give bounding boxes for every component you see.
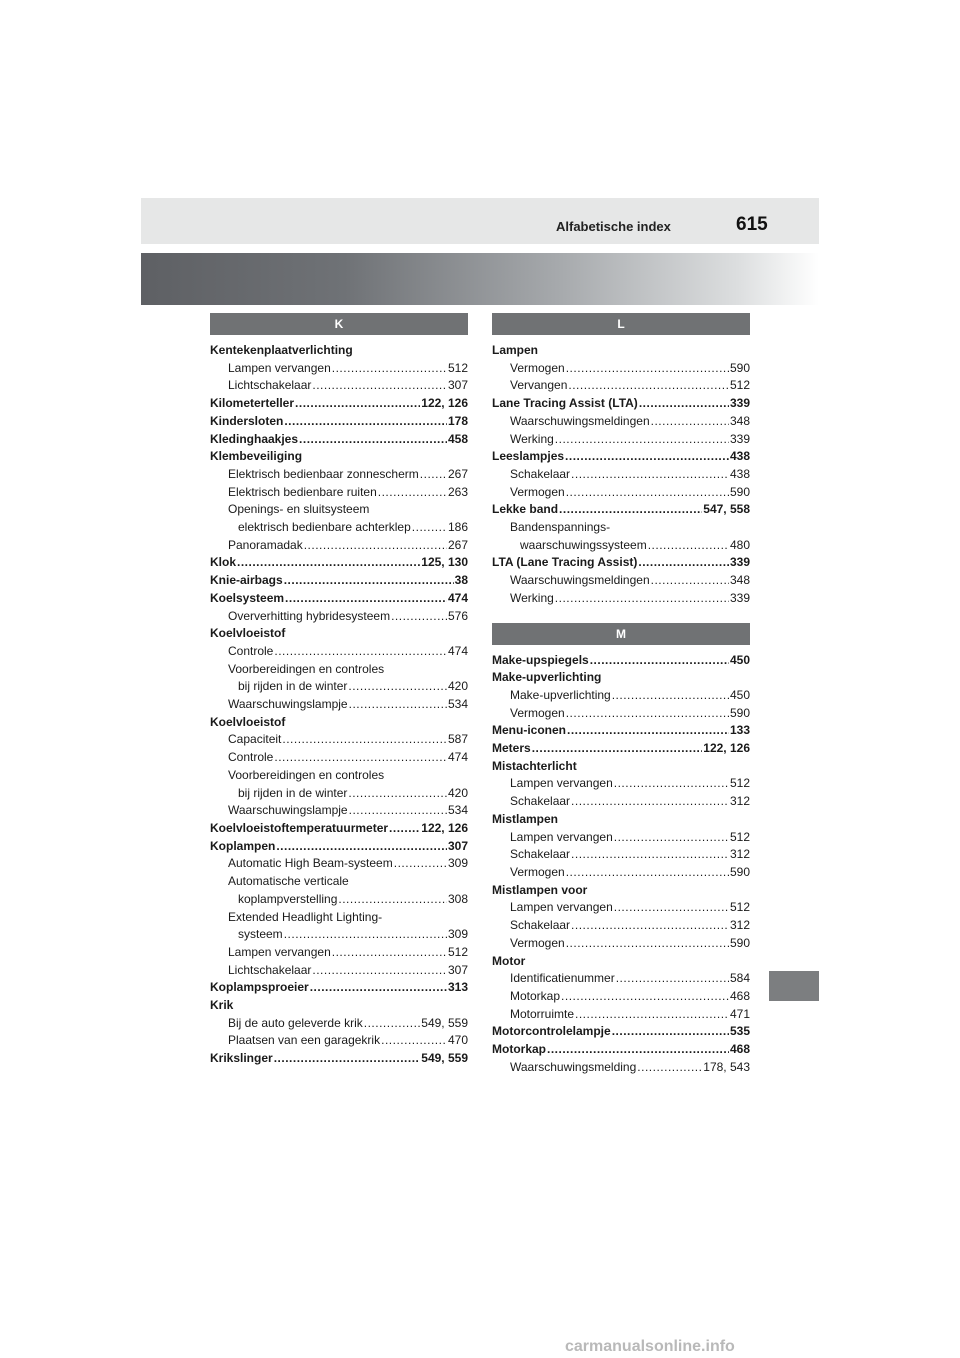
index-entry xyxy=(210,554,468,572)
index-entry xyxy=(210,802,468,820)
dot-leader xyxy=(566,484,729,502)
dot-leader xyxy=(559,501,702,519)
dot-leader xyxy=(566,705,729,723)
index-column-right xyxy=(492,313,750,1076)
index-entry-label: Lampen vervangen xyxy=(510,776,613,791)
index-entry-page: 576 xyxy=(447,608,468,623)
dot-leader xyxy=(274,1050,421,1068)
index-entry-label: Vermogen xyxy=(510,360,565,375)
index-entry-page: 309 xyxy=(447,856,468,871)
index-entry-page: 438 xyxy=(729,466,750,481)
index-entry xyxy=(210,820,468,838)
index-entry-heading: Mistlampen xyxy=(492,811,559,826)
index-entry xyxy=(492,775,750,793)
chapter-side-tab xyxy=(769,971,819,1001)
index-entry-label: Motorkap xyxy=(510,988,561,1003)
index-entry xyxy=(210,377,468,395)
page-header-title: Alfabetische index xyxy=(556,219,671,234)
index-entry-label: Identificatienummer xyxy=(510,971,615,986)
index-entry-label: Make-upspiegels xyxy=(492,652,589,667)
index-entry xyxy=(210,696,468,714)
index-entry-page: 420 xyxy=(447,785,468,800)
index-entry-label: Lekke band xyxy=(492,502,559,517)
index-entry-page: 534 xyxy=(447,803,468,818)
index-entry-page: 267 xyxy=(447,537,468,552)
index-entry xyxy=(210,413,468,431)
index-entry-page: 178 xyxy=(447,413,468,428)
index-entry-page: 512 xyxy=(729,900,750,915)
index-entry xyxy=(492,829,750,847)
index-entry xyxy=(492,1006,750,1024)
index-entry xyxy=(492,1023,750,1041)
dot-leader xyxy=(565,448,729,466)
index-entry xyxy=(210,749,468,767)
index-entry-page: 470 xyxy=(447,1033,468,1048)
dot-leader xyxy=(555,431,729,449)
dot-leader xyxy=(651,572,729,590)
dot-leader xyxy=(532,740,703,758)
index-entry xyxy=(492,448,750,466)
index-entry-label: Bij de auto geleverde krik xyxy=(228,1015,363,1030)
index-entry-page: 312 xyxy=(729,847,750,862)
dot-leader xyxy=(568,377,729,395)
index-entry-label: Automatic High Beam-systeem xyxy=(228,856,393,871)
index-entry-label: Waarschuwingsmeldingen xyxy=(510,573,650,588)
index-entry-page: 590 xyxy=(729,935,750,950)
index-entry-page: 186 xyxy=(447,520,468,535)
index-entry-label: Lampen vervangen xyxy=(510,829,613,844)
dot-leader xyxy=(332,944,447,962)
index-entry-page: 450 xyxy=(729,652,750,667)
dot-leader xyxy=(282,731,447,749)
index-entry-heading: Koelvloeistof xyxy=(210,626,286,641)
index-entry xyxy=(210,360,468,378)
dot-leader xyxy=(348,678,447,696)
index-entry-label: bij rijden in de winter xyxy=(238,679,348,694)
index-entry-page: 468 xyxy=(729,1042,750,1057)
index-entry xyxy=(210,979,468,997)
index-entry-label: Waarschuwingsmeldingen xyxy=(510,413,650,428)
dot-leader xyxy=(566,360,729,378)
index-entry-label: Lichtschakelaar xyxy=(228,962,312,977)
dot-leader xyxy=(338,891,447,909)
index-entry xyxy=(492,935,750,953)
section-header-l: L xyxy=(492,313,750,335)
index-entry xyxy=(210,1015,468,1033)
index-entry-heading: Openings- en sluitsysteem xyxy=(228,502,370,517)
watermark: carmanualsonline.info xyxy=(565,1338,735,1355)
index-entry xyxy=(210,395,468,413)
dot-leader xyxy=(566,864,729,882)
index-entry-label: Lampen vervangen xyxy=(228,944,331,959)
index-entry xyxy=(210,484,468,502)
section-header-k: K xyxy=(210,313,468,335)
dot-leader xyxy=(304,537,447,555)
index-entry-page: 587 xyxy=(447,732,468,747)
index-entry-page: 125, 130 xyxy=(421,555,468,570)
dot-leader xyxy=(651,413,729,431)
index-entry-label: Controle xyxy=(228,750,274,765)
index-entry-label: Motorcontrolelampje xyxy=(492,1024,611,1039)
dot-leader xyxy=(567,722,729,740)
index-entry-heading: Mistachterlicht xyxy=(492,758,577,773)
index-entry-heading: Automatische verticale xyxy=(228,874,349,889)
dot-leader xyxy=(284,413,447,431)
index-entry-page: 458 xyxy=(447,431,468,446)
index-entry-page: 474 xyxy=(447,590,468,605)
index-entry xyxy=(210,731,468,749)
index-entry xyxy=(492,1059,750,1077)
index-entry-page: 263 xyxy=(447,484,468,499)
dot-leader xyxy=(391,608,447,626)
dot-leader xyxy=(274,749,447,767)
index-entry-page: 307 xyxy=(447,378,468,393)
index-entry-page: 590 xyxy=(729,864,750,879)
index-entry-page: 590 xyxy=(729,360,750,375)
index-entry-heading: Koelvloeistof xyxy=(210,714,286,729)
index-entry xyxy=(210,838,468,856)
index-entry-page: 584 xyxy=(729,971,750,986)
dot-leader xyxy=(571,917,729,935)
dot-leader xyxy=(571,793,729,811)
index-entry xyxy=(210,855,468,873)
index-entry-page: 549, 559 xyxy=(421,1015,468,1030)
index-entry-label: Oververhitting hybridesysteem xyxy=(228,608,391,623)
index-entry-label: Waarschuwingslampje xyxy=(228,803,348,818)
index-entry xyxy=(492,846,750,864)
index-entry-heading: Motor xyxy=(492,953,526,968)
dot-leader xyxy=(237,554,420,572)
index-entry-label: koplampverstelling xyxy=(238,891,338,906)
index-entry-page: 339 xyxy=(729,555,750,570)
section-header-m: M xyxy=(492,623,750,645)
index-entry-label: Koplampsproeier xyxy=(210,980,309,995)
index-entry-label: Lampen vervangen xyxy=(228,360,331,375)
dot-leader xyxy=(561,988,729,1006)
index-entry-label: Waarschuwingslampje xyxy=(228,697,348,712)
index-entry-heading: Extended Headlight Lighting- xyxy=(228,909,383,924)
index-entry-label: Elektrisch bedienbare ruiten xyxy=(228,484,377,499)
dot-leader xyxy=(571,466,729,484)
index-entry-page: 312 xyxy=(729,794,750,809)
index-entry xyxy=(210,537,468,555)
dot-leader xyxy=(381,1032,447,1050)
index-entry xyxy=(210,678,468,696)
index-entry xyxy=(492,705,750,723)
index-entry xyxy=(492,722,750,740)
index-entry-label: Klok xyxy=(210,555,237,570)
index-entry-label: Schakelaar xyxy=(510,466,571,481)
index-entry-heading: Klembeveiliging xyxy=(210,449,303,464)
index-entry-page: 438 xyxy=(729,449,750,464)
index-entry xyxy=(210,1050,468,1068)
index-entry-page: 420 xyxy=(447,679,468,694)
index-entry-page: 512 xyxy=(447,360,468,375)
dot-leader xyxy=(571,846,729,864)
index-entry-page: 474 xyxy=(447,643,468,658)
index-entry-label: Vermogen xyxy=(510,864,565,879)
index-entry-label: bij rijden in de winter xyxy=(238,785,348,800)
index-entry-heading: Make-upverlichting xyxy=(492,670,602,685)
index-entry-label: Vermogen xyxy=(510,705,565,720)
index-entry-heading: Lampen xyxy=(492,343,539,357)
index-entry xyxy=(492,572,750,590)
index-entry-page: 474 xyxy=(447,750,468,765)
dot-leader xyxy=(310,979,447,997)
index-entry-page: 348 xyxy=(729,573,750,588)
dot-leader xyxy=(332,360,447,378)
index-entry-label: Vermogen xyxy=(510,484,565,499)
index-entry xyxy=(492,917,750,935)
index-entry-page: 534 xyxy=(447,697,468,712)
index-entry-page: 512 xyxy=(729,829,750,844)
index-entry-page: 590 xyxy=(729,484,750,499)
index-entry-page: 307 xyxy=(447,838,468,853)
index-entry-page: 339 xyxy=(729,396,750,411)
dot-leader xyxy=(639,395,729,413)
index-entry xyxy=(210,962,468,980)
index-entry-label: waarschuwingssysteem xyxy=(520,537,647,552)
index-entry-page: 512 xyxy=(729,776,750,791)
index-entry xyxy=(492,466,750,484)
index-entry xyxy=(492,431,750,449)
index-entry-label: Schakelaar xyxy=(510,847,571,862)
index-column-left xyxy=(210,313,468,1068)
index-entry xyxy=(492,484,750,502)
dot-leader xyxy=(590,652,729,670)
index-entry-label: Kindersloten xyxy=(210,413,284,428)
index-entry-page: 122, 126 xyxy=(421,820,468,835)
index-entry-page: 547, 558 xyxy=(703,502,750,517)
index-entry-page: 450 xyxy=(729,687,750,702)
index-entry-label: Motorruimte xyxy=(510,1006,575,1021)
index-entry-label: elektrisch bedienbare achterklep xyxy=(238,520,411,535)
dot-leader xyxy=(612,687,729,705)
dot-leader xyxy=(299,431,447,449)
index-entry-label: Make-upverlichting xyxy=(510,687,611,702)
index-entry-label: Leeslampjes xyxy=(492,449,565,464)
index-entry xyxy=(210,608,468,626)
index-entry-page: 267 xyxy=(447,466,468,481)
index-entry xyxy=(492,988,750,1006)
index-entry xyxy=(492,899,750,917)
index-entry-label: Knie-airbags xyxy=(210,573,283,588)
index-entry-label: Lane Tracing Assist (LTA) xyxy=(492,396,638,411)
index-entry xyxy=(492,537,750,555)
index-entry-page: 339 xyxy=(729,590,750,605)
index-entry-page: 133 xyxy=(729,723,750,738)
dot-leader xyxy=(555,590,729,608)
index-entry-heading: Voorbereidingen en controles xyxy=(228,661,385,676)
index-entry xyxy=(492,740,750,758)
index-entry-label: Panoramadak xyxy=(228,537,303,552)
index-entry-label: Plaatsen van een garagekrik xyxy=(228,1033,381,1048)
index-entry-label: systeem xyxy=(238,927,283,942)
index-entry-label: Menu-iconen xyxy=(492,723,566,738)
index-entry-page: 122, 126 xyxy=(703,741,750,756)
index-entry-label: Kledinghaakjes xyxy=(210,431,299,446)
index-entry-heading: Krik xyxy=(210,998,234,1013)
header-bar xyxy=(141,198,819,244)
dot-leader xyxy=(638,554,729,572)
index-entry-page: 339 xyxy=(729,431,750,446)
index-entry xyxy=(210,431,468,449)
index-entry-label: Capaciteit xyxy=(228,732,282,747)
index-entry xyxy=(492,590,750,608)
index-entry-page: 178, 543 xyxy=(703,1059,750,1074)
dot-leader xyxy=(364,1015,421,1033)
index-entry-label: Krikslinger xyxy=(210,1051,273,1066)
dot-leader xyxy=(547,1041,729,1059)
dot-leader xyxy=(276,838,447,856)
index-entry xyxy=(210,785,468,803)
index-entry xyxy=(492,970,750,988)
index-entry xyxy=(492,687,750,705)
index-entry xyxy=(492,793,750,811)
index-entry-page: 308 xyxy=(447,891,468,906)
index-entry-label: Lampen vervangen xyxy=(510,900,613,915)
index-entry-page: 590 xyxy=(729,705,750,720)
page-number: 615 xyxy=(736,214,768,235)
index-entry-heading: Voorbereidingen en controles xyxy=(228,767,385,782)
dot-leader xyxy=(295,395,420,413)
dot-leader xyxy=(284,572,454,590)
index-entry-page: 309 xyxy=(447,927,468,942)
index-entry-label: Koplampen xyxy=(210,838,276,853)
index-entry-page: 38 xyxy=(454,573,468,588)
index-entry xyxy=(492,377,750,395)
index-entry-label: Controle xyxy=(228,643,274,658)
index-entry-label: Werking xyxy=(510,431,554,446)
index-entry-label: Motorkap xyxy=(492,1042,546,1057)
index-entry xyxy=(210,466,468,484)
index-entry-label: Vermogen xyxy=(510,935,565,950)
dot-leader xyxy=(274,643,447,661)
decorative-gradient-band xyxy=(141,253,819,305)
index-entry-page: 348 xyxy=(729,413,750,428)
dot-leader xyxy=(420,466,447,484)
index-entry xyxy=(492,554,750,572)
dot-leader xyxy=(614,775,729,793)
index-entry-label: Lichtschakelaar xyxy=(228,378,312,393)
index-entry-label: LTA (Lane Tracing Assist) xyxy=(492,555,638,570)
index-entry xyxy=(492,413,750,431)
index-entry-page: 471 xyxy=(729,1006,750,1021)
dot-leader xyxy=(349,802,447,820)
index-entry-heading: Mistlampen voor xyxy=(492,882,588,897)
index-entry xyxy=(492,864,750,882)
dot-leader xyxy=(312,377,447,395)
index-entry xyxy=(492,395,750,413)
index-entry-page: 468 xyxy=(729,988,750,1003)
dot-leader xyxy=(312,962,447,980)
dot-leader xyxy=(575,1006,729,1024)
index-entry xyxy=(492,360,750,378)
index-entry xyxy=(210,590,468,608)
index-entry-page: 312 xyxy=(729,918,750,933)
dot-leader xyxy=(349,696,447,714)
index-entry xyxy=(210,643,468,661)
index-entry xyxy=(210,926,468,944)
index-entry-page: 512 xyxy=(447,944,468,959)
dot-leader xyxy=(394,855,447,873)
index-entry xyxy=(210,944,468,962)
index-entry-page: 313 xyxy=(447,980,468,995)
index-entry-label: Vervangen xyxy=(510,378,568,393)
dot-leader xyxy=(616,970,729,988)
dot-leader xyxy=(637,1059,702,1077)
index-entry-page: 535 xyxy=(729,1024,750,1039)
dot-leader xyxy=(614,899,729,917)
index-entry-label: Schakelaar xyxy=(510,794,571,809)
index-entry xyxy=(492,1041,750,1059)
index-entry-label: Werking xyxy=(510,590,554,605)
index-entry-heading: Bandenspannings- xyxy=(510,520,611,535)
index-entry xyxy=(210,1032,468,1050)
index-entry-label: Koelsysteem xyxy=(210,590,285,605)
index-entry-label: Waarschuwingsmelding xyxy=(510,1059,637,1074)
dot-leader xyxy=(412,519,447,537)
index-entry-page: 307 xyxy=(447,962,468,977)
dot-leader xyxy=(612,1023,729,1041)
dot-leader xyxy=(348,785,447,803)
index-entry xyxy=(210,891,468,909)
dot-leader xyxy=(378,484,447,502)
dot-leader xyxy=(284,926,447,944)
index-entry-page: 480 xyxy=(729,537,750,552)
index-entry xyxy=(210,572,468,590)
index-entry-page: 122, 126 xyxy=(421,396,468,411)
index-entry-label: Koelvloeistoftemperatuurmeter xyxy=(210,820,389,835)
index-entry xyxy=(210,519,468,537)
dot-leader xyxy=(566,935,729,953)
index-entry-label: Meters xyxy=(492,741,531,756)
index-entry-label: Kilometerteller xyxy=(210,396,295,411)
index-entry xyxy=(492,652,750,670)
dot-leader xyxy=(648,537,729,555)
index-entry-page: 512 xyxy=(729,378,750,393)
index-entry-heading: Kentekenplaatverlichting xyxy=(210,343,353,357)
index-entry xyxy=(492,501,750,519)
dot-leader xyxy=(614,829,729,847)
index-entry-page: 549, 559 xyxy=(421,1051,468,1066)
index-entry-label: Schakelaar xyxy=(510,918,571,933)
dot-leader xyxy=(285,590,447,608)
dot-leader xyxy=(389,820,420,838)
index-entry-label: Elektrisch bedienbaar zonnescherm xyxy=(228,466,419,481)
